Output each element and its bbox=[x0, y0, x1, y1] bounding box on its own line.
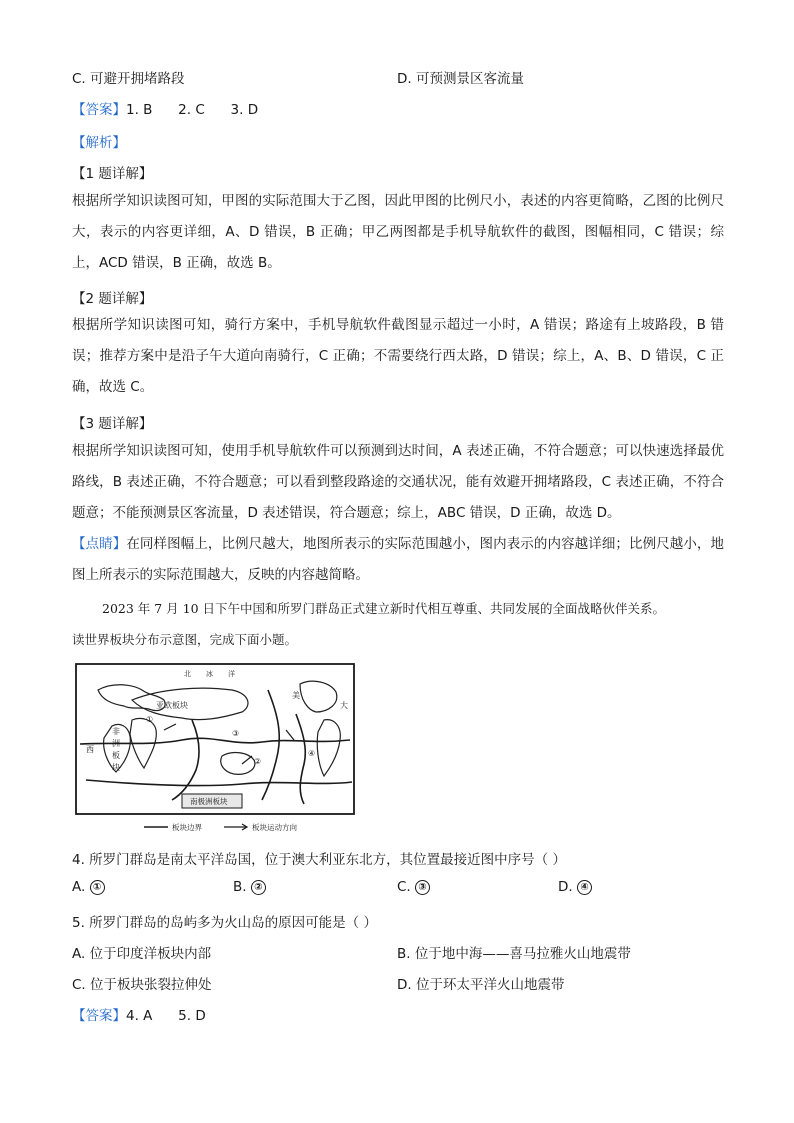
answer-tag: 【答案】 bbox=[72, 102, 126, 118]
label-north: 北 bbox=[184, 670, 191, 678]
q4-option-b bbox=[233, 879, 266, 895]
q4-option-c-letter: C. bbox=[397, 879, 411, 895]
q4-option-d-num: ④ bbox=[577, 880, 592, 895]
q3-explanation: 根据所学知识读图可知，使用手机导航软件可以预测到达时间，A 表述正确，不符合题意；可以快速选择最优路线，B 表述正确，不符合题意；可以看到整段路途的交通状况，能有效避开拥堵路段，C 表述正确，不符合题意；不能预测景区客流量，D 表述错误，符合题意；综上，ABC 错误，D 正确，故选 D。 bbox=[72, 443, 724, 521]
q4-option-c bbox=[397, 879, 430, 895]
map-marker-4: ④ bbox=[308, 749, 316, 758]
q4-option-b-num: ② bbox=[251, 880, 266, 895]
q1-tag: 【1 题详解】 bbox=[72, 166, 153, 182]
q4-option-c-num: ③ bbox=[415, 880, 430, 895]
q4-option-b-letter: B. bbox=[233, 879, 247, 895]
q2-tag: 【2 题详解】 bbox=[72, 291, 153, 307]
label-ban: 板 bbox=[112, 751, 120, 760]
label-mei: 美 bbox=[292, 691, 300, 700]
answer-text: 1. B 2. C 3. D bbox=[126, 102, 259, 118]
analysis-tag: 【解析】 bbox=[72, 135, 126, 151]
label-da: 大 bbox=[340, 701, 348, 710]
legend-motion-label: 板块运动方向 bbox=[252, 823, 297, 832]
label-eurasian: 亚欧板块 bbox=[156, 701, 188, 710]
q4-option-d bbox=[558, 879, 592, 895]
q4-option-d-letter: D. bbox=[558, 879, 573, 895]
map-marker-1: ① bbox=[146, 715, 154, 724]
q4-option-a-letter: A. bbox=[72, 879, 86, 895]
q5-option-d: D. 位于环太平洋火山地震带 bbox=[397, 977, 565, 993]
answer2-text: 4. A 5. D bbox=[126, 1008, 206, 1024]
label-kuai: 块 bbox=[112, 763, 120, 772]
label-antarctic: 南极洲板块 bbox=[190, 797, 228, 806]
intro-line-2: 读世界板块分布示意图，完成下面小题。 bbox=[72, 632, 298, 647]
map-marker-3: ③ bbox=[232, 729, 240, 738]
point-text: 在同样图幅上，比例尺越大，地图所表示的实际范围越小，图内表示的内容越详细；比例尺越小，地图上所表示的实际范围越大，反映的内容越简略。 bbox=[72, 536, 725, 583]
label-fei: 非 bbox=[112, 727, 120, 736]
point-tag: 【点睛】 bbox=[72, 536, 127, 552]
q3-tag: 【3 题详解】 bbox=[72, 416, 153, 432]
label-xi: 西 bbox=[86, 745, 94, 754]
world-plate-map bbox=[72, 660, 358, 836]
map-marker-2: ② bbox=[254, 757, 262, 766]
answer2-tag: 【答案】 bbox=[72, 1008, 126, 1024]
q1-explanation: 根据所学知识读图可知，甲图的实际范围大于乙图，因此甲图的比例尺小，表述的内容更简略，乙图的比例尺大，表示的内容更详细，A、D 错误，B 正确；甲乙两图都是手机导航软件的截图，图幅相同，C 错误；综上，ACD 错误，B 正确，故选 B。 bbox=[72, 193, 724, 271]
option-c: C. 可避开拥堵路段 bbox=[72, 71, 185, 87]
answer-line-1 bbox=[72, 98, 258, 118]
option-d: D. 可预测景区客流量 bbox=[397, 71, 524, 87]
answer-line-2 bbox=[72, 1004, 206, 1024]
q5-option-c: C. 位于板块张裂拉伸处 bbox=[72, 977, 212, 993]
point-paragraph bbox=[72, 529, 724, 591]
intro-line-1: 2023 年 7 月 10 日下午中国和所罗门群岛正式建立新时代相互尊重、共同发展的全面战略伙伴关系。 bbox=[102, 601, 666, 616]
q5-stem: 5. 所罗门群岛的岛屿多为火山岛的原因可能是（ ） bbox=[72, 915, 377, 931]
q5-option-b: B. 位于地中海——喜马拉雅火山地震带 bbox=[397, 946, 631, 962]
label-zhou: 洲 bbox=[112, 739, 120, 748]
label-yang: 洋 bbox=[228, 670, 235, 678]
q5-option-a: A. 位于印度洋板块内部 bbox=[72, 946, 212, 962]
label-bing: 冰 bbox=[206, 670, 213, 678]
q4-stem: 4. 所罗门群岛是南太平洋岛国，位于澳大利亚东北方，其位置最接近图中序号（ ） bbox=[72, 852, 566, 868]
q4-option-a bbox=[72, 879, 105, 895]
legend-boundary-label: 板块边界 bbox=[172, 823, 202, 832]
plate-map-svg bbox=[72, 660, 358, 836]
q4-option-a-num: ① bbox=[90, 880, 105, 895]
q2-explanation: 根据所学知识读图可知，骑行方案中，手机导航软件截图显示超过一小时，A 错误；路途有上坡路段，B 错误；推荐方案中是沿子午大道向南骑行，C 正确；不需要绕行西太路，D 错误；综上，A、B、D 错误，C 正确，故选 C。 bbox=[72, 317, 724, 395]
